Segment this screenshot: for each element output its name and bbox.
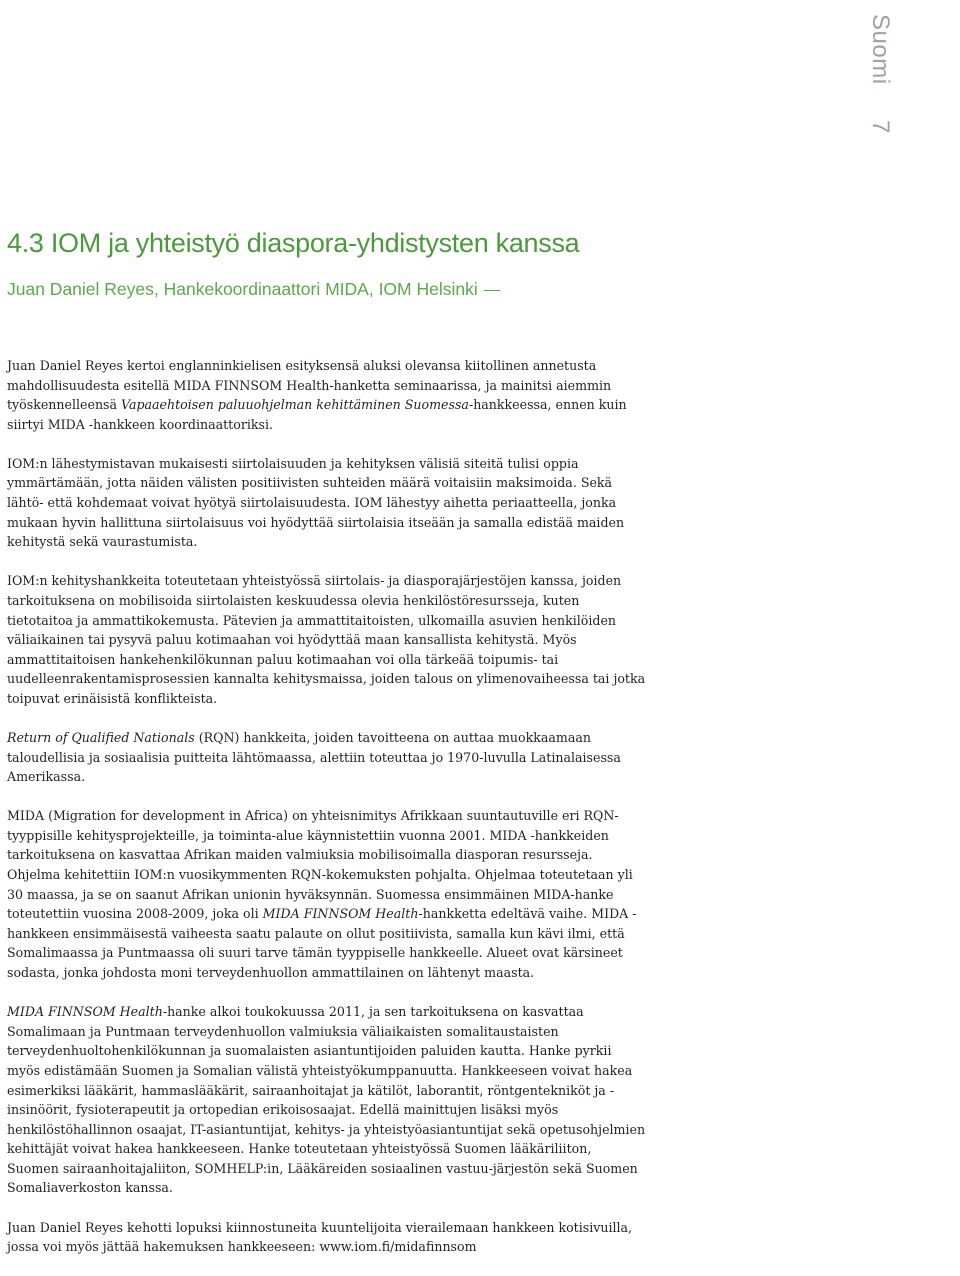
paragraph-1-text-a: Juan Daniel Reyes kertoi englanninkielisen esityksensä aluksi olevansa kiitollinen annetusta mahdollisuudesta esitellä MIDA FINNSOM Health-hanketta seminaarissa, ja mainitsi aiemmin työskennelleensä [7, 358, 612, 413]
paragraph-7: Juan Daniel Reyes kehotti lopuksi kiinnostuneita kuuntelijoita vierailemaan hankkeen kotisivuilla, jossa voi myös jättää hakemuksen hankkeeseen: www.iom.fi/midafinnsom [7, 1219, 633, 1255]
paragraph-5 [7, 806, 647, 982]
paragraph-5-italic: MIDA FINNSOM Health [262, 906, 419, 922]
paragraph-1-text-c: -hankkeessa, ennen kuin siirtyi MIDA -hankkeen koordinaattoriksi. [7, 397, 627, 432]
paragraph-1-italic: Vapaaehtoisen paluuohjelman kehittäminen Suomessa [121, 397, 469, 413]
paragraph-4-italic: Return of Qualified Nationals [7, 730, 195, 745]
paragraph-5-text-c: -hankketta edeltävä vaihe. MIDA -hankkeen ensimmäisestä vaiheesta saatu palaute on ollut positiivista, samalla kun kävi ilmi, että Somalimaassa ja Puntmaassa oli suuri tarve tämän tyyppiselle hankkeelle. Alueet ovat kärsineet sodasta, jonka johdosta moni terveydenhuollon ammattilainen on lähtenyt maasta. [7, 906, 637, 981]
paragraph-2: IOM:n lähestymistavan mukaisesti siirtolaisuuden ja kehityksen välisiä siteitä tulisi oppia ymmärtämään, jotta näiden välisten positiivisten suhteiden määrä voitaisiin maksimoida. Sekä lähtö- että kohdemaat voivat hyötyä siirtolaisuudesta. IOM lähestyy aihetta periaatteella, jonka mukaan hyvin hallittuna siirtolaisuus voi hyödyttää siirtolaisia itseään ja samalla edistää maiden kehitystä sekä vaurastumista. [7, 455, 625, 550]
paragraph-6 [7, 1002, 647, 1198]
section-side-label [866, 14, 894, 134]
page-number: 7 [867, 119, 894, 134]
paragraph-5-text-a: MIDA (Migration for development in Africa) on yhteisnimitys Afrikkaan suuntautuville eri RQN-tyyppisille kehitysprojekteille, ja toiminta-alue käynnistettiin vuonna 2001. MIDA -hankkeiden tarkoituksena on kasvattaa Afrikan maiden valmiuksia mobilisoimalla diasporan resursseja. Ohjelma kehitettiin IOM:n vuosikymmenten RQN-kokemuksten pohjalta. Ohjelmaa toteutetaan yli 30 maassa, ja se on saanut Afrikan unionin hyväksynnän. Suomessa ensimmäinen MIDA-hanke toteutettiin vuosina 2008-2009, joka oli [7, 808, 633, 922]
paragraph-6-italic: MIDA FINNSOM Health [7, 1004, 163, 1020]
paragraph-6-text-b: -hanke alkoi toukokuussa 2011, ja sen tarkoituksena on kasvattaa Somalimaan ja Puntmaan terveydenhuollon valmiuksia väliaikaisten somalitaustaisten terveydenhuoltohenkilökunnan ja suomalaisten asiantuntijoiden paluiden kautta. Hanke pyrkii myös edistämään Suomen ja Somalian välistä yhteistyökumppanuutta. Hankkeeseen voivat hakea esimerkiksi lääkärit, hammaslääkärit, sairaanhoitajat ja kätilöt, laborantit, röntgentekniköt ja -insinöörit, fysioterapeutit ja ortopedian erikoisosaajat. Edellä mainittujen lisäksi myös henkilöstöhallinnon osaajat, IT-asiantuntijat, kehitys- ja yhteistyöasiantuntijat sekä opetusohjelmien kehittäjät voivat hakea hankkeeseen. Hanke toteutetaan yhteistyössä Suomen lääkäriliiton, Suomen sairaanhoitajaliiton, SOMHELP:in, Lääkäreiden sosiaalinen vastuu-järjestön sekä Suomen Somaliaverkoston kanssa. [7, 1004, 646, 1196]
page-title: 4.3 IOM ja yhteistyö diaspora-yhdistysten kanssa [7, 228, 580, 258]
paragraph-3: IOM:n kehityshankkeita toteutetaan yhteistyössä siirtolais- ja diasporajärjestöjen kanssa, joiden tarkoituksena on mobilisoida siirtolaisten keskuudessa olevia henkilöstöresursseja, kuten tietotaitoa ja ammattikokemusta. Pätevien ja ammattitaitoisten, ulkomailla asuvien henkilöiden väliaikainen tai pysyvä paluu kotimaahan voi hyödyttää maan kansallista kehitystä. Myös ammattitaitoisen hankehenkilökunnan paluu kotimaahan voi olla tärkeää toipumis- tai uudelleenrakentamisprosessien kannalta kehitysmaissa, joiden talous on ylimenovaiheessa tai jotka toipuvat erinäisistä konflikteista. [7, 573, 646, 706]
paragraph-1 [7, 356, 647, 434]
paragraph-4 [7, 728, 647, 787]
article-body [7, 356, 647, 1276]
page-subtitle: Juan Daniel Reyes, Hankekoordinaattori MIDA, IOM Helsinki [7, 279, 500, 300]
section-label: Suomi [867, 14, 894, 85]
paragraph-4-text-b: (RQN) hankkeita, joiden tavoitteena on auttaa muokkaamaan taloudellisia ja sosiaalisia puitteita lähtömaassa, alettiin toteuttaa jo 1970-luvulla Latinalaisessa Amerikassa. [7, 730, 621, 785]
